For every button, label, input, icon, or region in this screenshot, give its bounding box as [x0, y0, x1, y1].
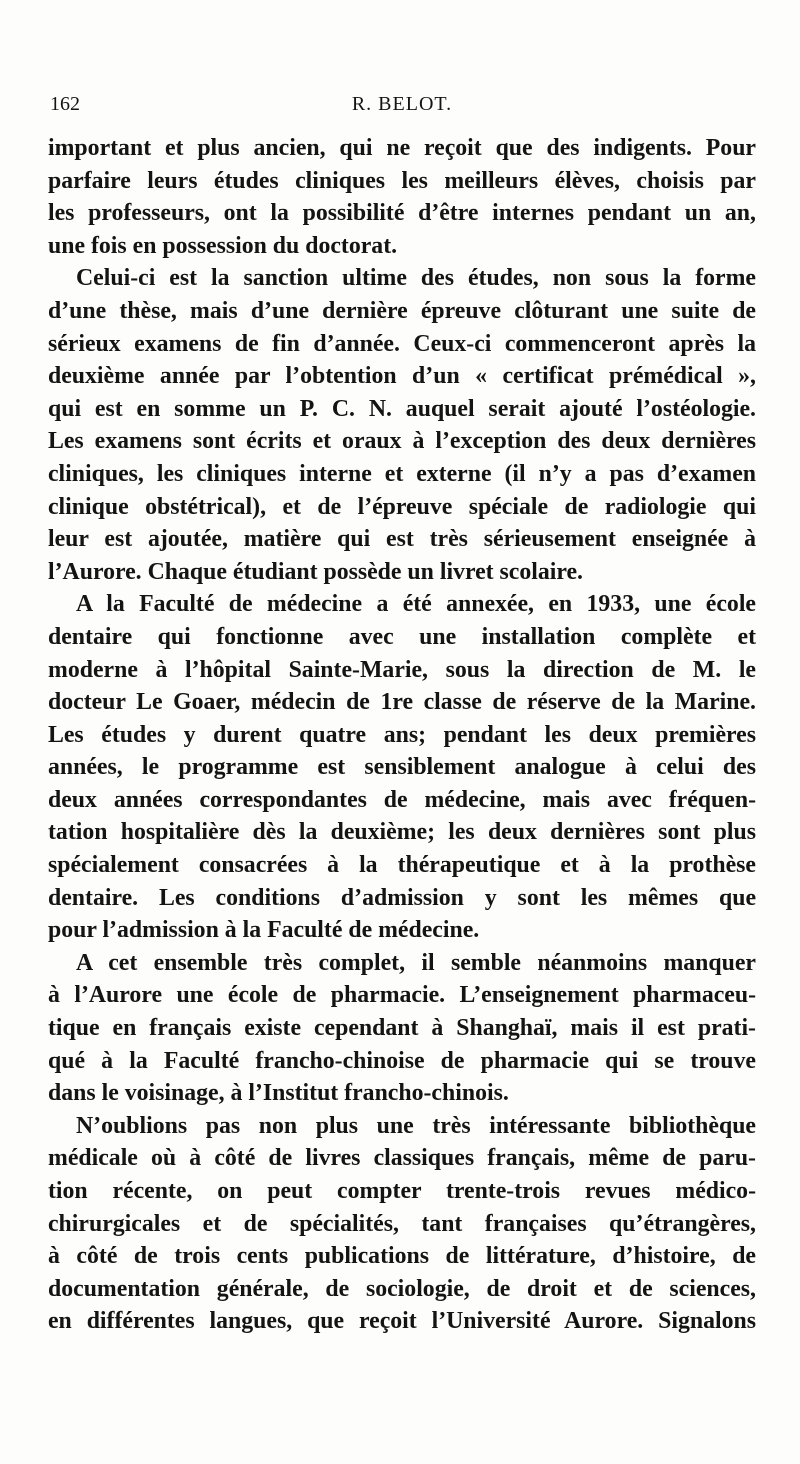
text-line: pour l’admission à la Faculté de médecine.	[48, 917, 480, 944]
text-line: Les études y durent quatre ans; pendant les deux premières	[48, 721, 756, 748]
text-line: documentation générale, de sociologie, de droit et de sciences,	[48, 1275, 756, 1302]
text-line: deuxième année par l’obtention d’un « certificat prémédical »,	[48, 363, 756, 390]
text-line: années, le programme est sensiblement analogue à celui des	[48, 754, 756, 781]
text-line: cliniques, les cliniques interne et externe (il n’y a pas d’examen	[48, 460, 756, 487]
text-line: dentaire. Les conditions d’admission y sont les mêmes que	[48, 884, 756, 911]
text-line: moderne à l’hôpital Sainte-Marie, sous la direction de M. le	[48, 656, 756, 683]
text-line: une fois en possession du doctorat.	[48, 232, 398, 259]
text-line: sérieux examens de fin d’année. Ceux-ci commenceront après la	[48, 330, 756, 357]
text-line: deux années correspondantes de médecine, mais avec fréquen-	[48, 786, 756, 813]
text-line: clinique obstétrical), et de l’épreuve spéciale de radiologie qui	[48, 493, 756, 520]
paragraph-first-line: Celui-ci est la sanction ultime des études, non sous la forme	[76, 265, 756, 292]
text-line: spécialement consacrées à la thérapeutique et à la prothèse	[48, 852, 756, 879]
text-line: tion récente, on peut compter trente-trois revues médico-	[48, 1178, 756, 1204]
running-head: R. BELOT.	[351, 93, 453, 115]
text-line: en différentes langues, que reçoit l’Université Aurore. Signalons	[48, 1308, 756, 1335]
text-line: dentaire qui fonctionne avec une installation complète et	[48, 623, 756, 650]
body-text	[48, 132, 756, 1338]
text-line: médicale où à côté de livres classiques français, même de paru-	[48, 1145, 756, 1172]
text-line: l’Aurore. Chaque étudiant possède un livret scolaire.	[48, 558, 584, 585]
paragraph-first-line: A la Faculté de médecine a été annexée, en 1933, une école	[76, 591, 756, 618]
text-line: leur est ajoutée, matière qui est très sérieusement enseignée à	[48, 526, 756, 553]
text-line: tique en français existe cependant à Shanghaï, mais il est prati-	[48, 1015, 756, 1042]
text-line: qué à la Faculté francho-chinoise de pharmacie qui se trouve	[48, 1047, 756, 1074]
text-line: à côté de trois cents publications de littérature, d’histoire, de	[48, 1243, 756, 1270]
text-line: qui est en somme un P. C. N. auquel serait ajouté l’ostéologie.	[48, 395, 756, 422]
text-line: docteur Le Goaer, médecin de 1re classe de réserve de la Marine.	[48, 689, 756, 716]
text-line: dans le voisinage, à l’Institut francho-chinois.	[48, 1080, 509, 1107]
paragraph-first-line: N’oublions pas non plus une très intéressante bibliothèque	[76, 1112, 756, 1139]
text-line: tation hospitalière dès la deuxième; les deux dernières sont plus	[48, 819, 756, 846]
text-line: les professeurs, ont la possibilité d’être internes pendant un an,	[48, 200, 756, 227]
paragraph-first-line: A cet ensemble très complet, il semble néanmoins manquer	[76, 949, 756, 976]
text-line: parfaire leurs études cliniques les meilleurs élèves, choisis par	[48, 167, 756, 194]
text-line: important et plus ancien, qui ne reçoit que des indigents. Pour	[48, 135, 756, 161]
text-line: Les examens sont écrits et oraux à l’exception des deux dernières	[48, 428, 756, 455]
page-number: 162	[50, 93, 80, 115]
text-line: à l’Aurore une école de pharmacie. L’enseignement pharmaceu-	[48, 982, 756, 1009]
page-header	[50, 93, 754, 123]
text-line: chirurgicales et de spécialités, tant françaises qu’étrangères,	[48, 1210, 756, 1237]
text-line: d’une thèse, mais d’une dernière épreuve clôturant une suite de	[48, 297, 756, 324]
